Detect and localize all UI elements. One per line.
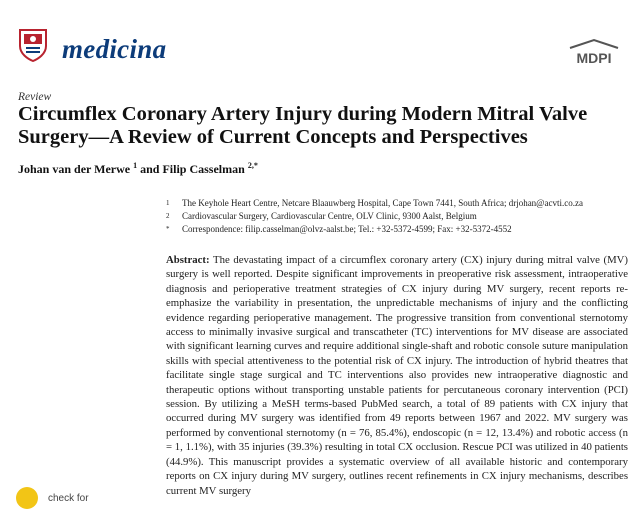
article-title: Circumflex Coronary Artery Injury during Modern Mitral Valve Surgery—A Review of Current Concepts and Perspectives <box>18 103 588 148</box>
author-joiner: and <box>140 162 160 176</box>
affiliation-row <box>166 223 626 236</box>
affiliation-row <box>166 210 626 223</box>
mdpi-logo <box>564 38 624 66</box>
journal-name: medicina <box>62 34 167 64</box>
affiliations <box>166 197 626 236</box>
abstract-text: The devastating impact of a circumflex coronary artery (CX) injury during mitral valve (MV) surgery is well reported. Despite significant improvements in preoperative risk assessment, intraoperative diagnosis and perioperative treatment strategies of CX injury during MV surgery, recent reports re-emphasize the variability in presentation, the unpredictable mechanisms of injury and the conflicting evidence regarding perioperative management. The progressive transition from conventional sternotomy access to minimally invasive surgical and transcatheter (TC) interventions for MV disease are associated with significant learning curves and require additional single-shaft and robotic console suture manipulation skills with special attentiveness to the potential risk of CX injury. The introduction of hybrid theatres that facilitate single stage surgical and TC interventions also provides new intraoperative diagnostic and therapeutic options without transporting unstable patients for percutaneous coronary intervention (PCI) session. By utilizing a MeSH terms-based PubMed search, a total of 89 patients with CX injury that occurred during MV surgery was identified from 49 reports between 1967 and 2022. MV surgery was performed by conventional sternotomy (n = 76, 85.4%), endoscopic (n = 12, 13.4%) and robotic access (n = 1, 1.1%), with 35 injuries (39.3%) resulting in total CX occlusion. Rescue PCI was utilized in 40 patients (44.9%). This manuscript provides a systematic overview of all available historic and contemporary reports on CX injury during MV surgery, outlines recent refinements in CX injury mechanisms, describes current MV surgery <box>166 254 628 497</box>
check-updates-label: check for <box>48 492 89 504</box>
author-name: Filip Casselman <box>162 162 245 176</box>
affiliation-row <box>166 197 626 210</box>
affiliation-mark: * <box>166 225 170 233</box>
author-affiliation-mark: 1 <box>133 161 138 170</box>
affiliation-mark: 1 <box>166 199 170 207</box>
affiliation-text: The Keyhole Heart Centre, Netcare Blaauwberg Hospital, Cape Town 7441, South Africa; drjohan@acvti.co.za <box>182 198 583 208</box>
mdpi-logo-text: MDPI <box>576 50 612 66</box>
check-updates-icon <box>16 487 38 509</box>
article-type: Review <box>18 91 52 103</box>
author-affiliation-mark: 2,* <box>247 161 258 170</box>
author-name: Johan van der Merwe <box>18 162 131 176</box>
author-list <box>18 161 258 177</box>
abstract <box>166 253 628 498</box>
affiliation-text: Cardiovascular Surgery, Cardiovascular Centre, OLV Clinic, 9300 Aalst, Belgium <box>182 211 477 221</box>
journal-crest-icon <box>18 28 48 62</box>
check-for-updates-badge[interactable] <box>16 487 89 509</box>
correspondence-text: Correspondence: filip.casselman@olvz-aalst.be; Tel.: +32-5372-4599; Fax: +32-5372-4552 <box>182 224 512 234</box>
affiliation-mark: 2 <box>166 212 170 220</box>
abstract-label: Abstract: <box>166 254 210 266</box>
